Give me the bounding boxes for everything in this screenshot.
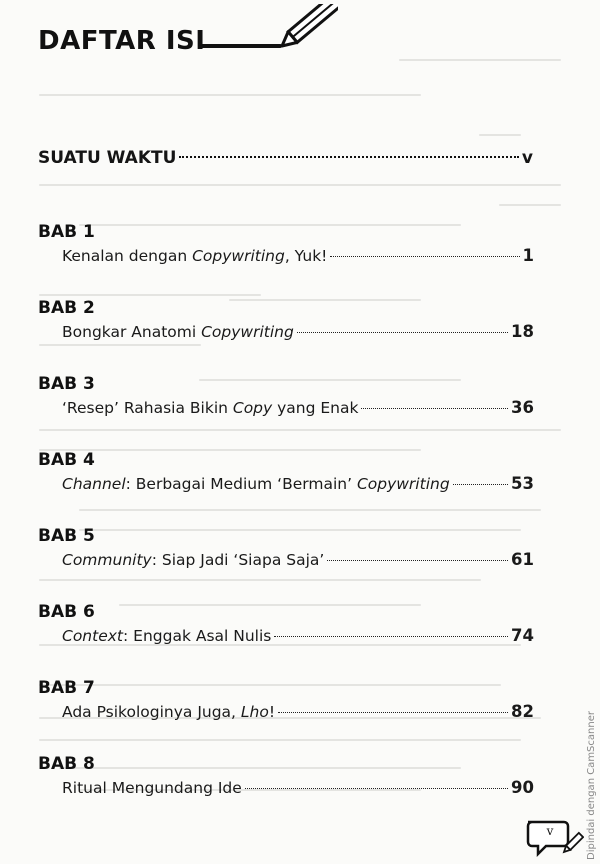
page-number: v bbox=[546, 824, 554, 838]
chapter-title bbox=[62, 323, 294, 341]
chapter-title-part: ! bbox=[268, 703, 276, 721]
dot-leader bbox=[245, 788, 508, 789]
chapter-title-part: , Yuk! bbox=[284, 247, 328, 265]
chapter-label: BAB 3 bbox=[38, 374, 95, 394]
preface-page: v bbox=[521, 148, 533, 168]
toc-entry[interactable] bbox=[62, 246, 534, 270]
toc-entry[interactable] bbox=[62, 474, 534, 498]
dot-leader bbox=[453, 484, 508, 485]
chapter-title bbox=[62, 551, 324, 569]
chapter-page: 36 bbox=[511, 398, 534, 417]
chapter-title-italic-part: Copywriting bbox=[192, 247, 285, 265]
chapter-label: BAB 7 bbox=[38, 678, 95, 698]
chapter-label: BAB 6 bbox=[38, 602, 95, 622]
chapter-page: 82 bbox=[511, 702, 534, 721]
chapter-title-italic-part: Copywriting bbox=[356, 475, 450, 493]
chapter-title-part: Bongkar Anatomi bbox=[62, 323, 202, 341]
chapter-title-italic-part: Copywriting bbox=[201, 323, 294, 341]
chapter-title-part: yang Enak bbox=[272, 399, 359, 417]
chapter-title bbox=[62, 475, 450, 493]
toc-entry[interactable] bbox=[62, 550, 534, 574]
toc-entry[interactable] bbox=[62, 626, 534, 650]
chapter-title bbox=[62, 703, 275, 721]
toc-preface-entry[interactable] bbox=[38, 148, 533, 172]
toc-entry[interactable] bbox=[62, 322, 534, 346]
dot-leader bbox=[297, 332, 508, 333]
toc-entry[interactable] bbox=[62, 702, 534, 726]
page-title: DAFTAR ISI bbox=[38, 26, 206, 56]
chapter-title-italic-part: Context bbox=[62, 627, 123, 645]
toc-entry[interactable] bbox=[62, 778, 534, 802]
chapter-title-part: : Enggak Asal Nulis bbox=[123, 627, 272, 645]
preface-title: SUATU WAKTU bbox=[38, 148, 177, 168]
chapter-title-part: Ritual Mengundang Ide bbox=[62, 779, 242, 797]
chapter-title-italic-part: Lho bbox=[240, 703, 269, 721]
chapter-label: BAB 2 bbox=[38, 298, 95, 318]
dot-leader bbox=[330, 256, 519, 257]
chapter-page: 18 bbox=[511, 322, 534, 341]
chapter-page: 90 bbox=[511, 778, 534, 797]
chapter-label: BAB 1 bbox=[38, 222, 95, 242]
dot-leader bbox=[278, 712, 508, 713]
chapter-label: BAB 5 bbox=[38, 526, 95, 546]
watermark-text: Dipindai dengan CamScanner bbox=[586, 711, 597, 860]
chapter-title-part: Ada Psikologinya Juga, bbox=[62, 703, 241, 721]
dot-leader bbox=[179, 156, 519, 158]
chapter-title bbox=[62, 247, 327, 265]
chapter-title-italic-part: Channel bbox=[62, 475, 126, 493]
chapter-title bbox=[62, 627, 271, 645]
chapter-title-part: : Siap Jadi ‘Siapa Saja’ bbox=[151, 551, 325, 569]
chapter-label: BAB 8 bbox=[38, 754, 95, 774]
chapter-title bbox=[62, 399, 358, 417]
chapter-title-part: : Berbagai Medium ‘Bermain’ bbox=[125, 475, 357, 493]
dot-leader bbox=[327, 560, 508, 561]
chapter-title-part: ‘Resep’ Rahasia Bikin bbox=[62, 399, 233, 417]
chapter-page: 1 bbox=[522, 246, 534, 265]
toc-entry[interactable] bbox=[62, 398, 534, 422]
chapter-title bbox=[62, 779, 242, 797]
chapter-title-part: Kenalan dengan bbox=[62, 247, 193, 265]
chapter-page: 61 bbox=[511, 550, 534, 569]
dot-leader bbox=[361, 408, 508, 409]
chapter-title-italic-part: Copy bbox=[232, 399, 273, 417]
dot-leader bbox=[274, 636, 508, 637]
chapter-page: 53 bbox=[511, 474, 534, 493]
chapter-label: BAB 4 bbox=[38, 450, 95, 470]
chapter-page: 74 bbox=[511, 626, 534, 645]
chapter-title-italic-part: Community bbox=[62, 551, 152, 569]
scanner-watermark bbox=[572, 620, 597, 860]
